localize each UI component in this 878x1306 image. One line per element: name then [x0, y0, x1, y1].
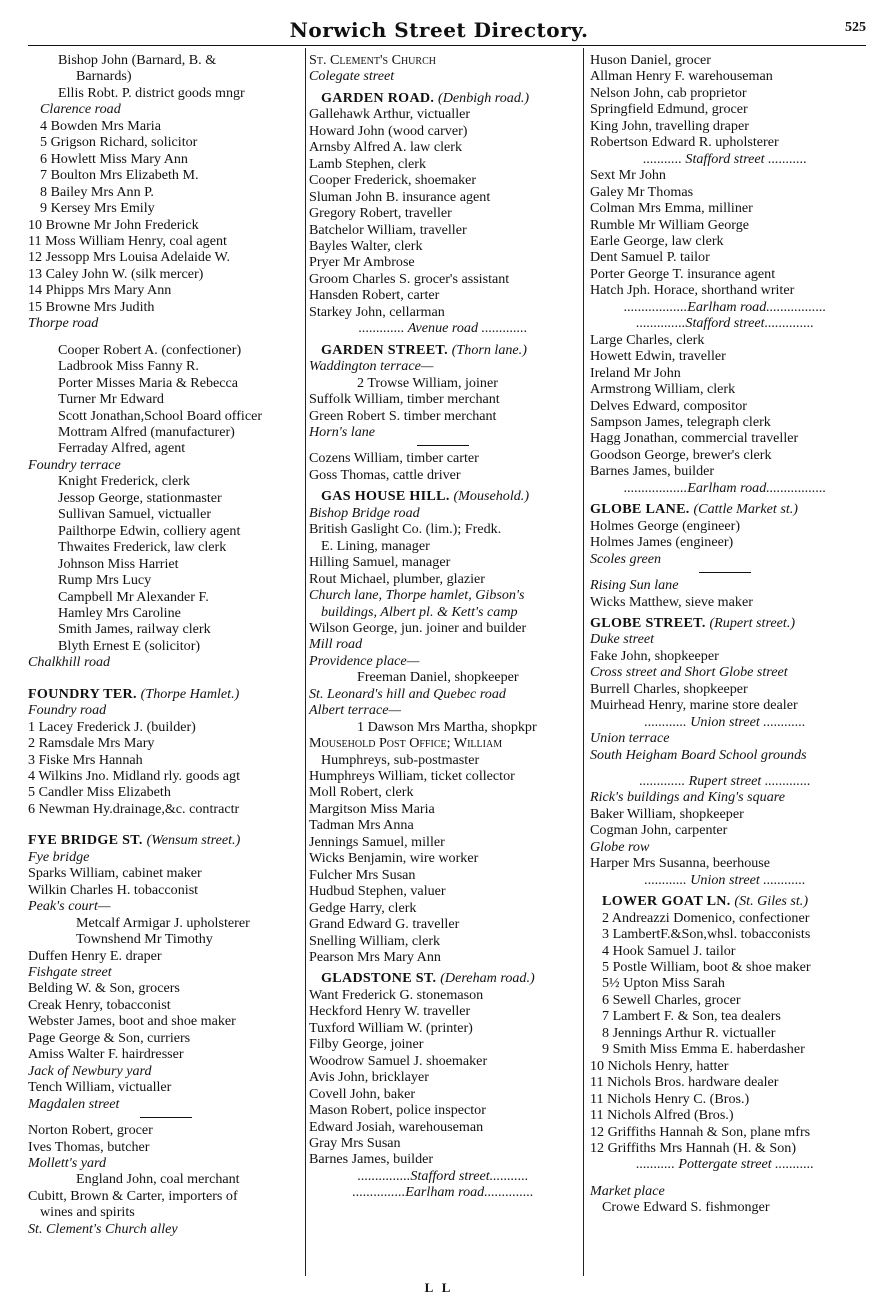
directory-entry: Batchelor William, traveller	[309, 221, 467, 238]
street-label: Church lane, Thorpe hamlet, Gibson's	[309, 587, 525, 604]
directory-entry: 9 Smith Miss Emma E. haberdasher	[602, 1041, 805, 1058]
directory-entry: Barnes James, builder	[590, 463, 715, 480]
directory-entry: Jennings Samuel, miller	[309, 833, 445, 850]
directory-entry: 3 Fiske Mrs Hannah	[28, 751, 143, 768]
street-label: Colegate street	[309, 68, 395, 85]
directory-entry: 14 Phipps Mrs Mary Ann	[28, 282, 172, 299]
street-label: Mollett's yard	[28, 1155, 107, 1171]
directory-entry: Springfield Edmund, grocer	[590, 101, 748, 118]
street-locality: (Dereham road.)	[440, 970, 535, 987]
directory-entry: Dent Samuel P. tailor	[590, 249, 710, 266]
directory-entry: Wilson George, jun. joiner and builder	[309, 619, 527, 636]
directory-entry: Howard John (wood carver)	[309, 122, 468, 139]
column-divider	[583, 48, 584, 1276]
directory-entry: Lamb Stephen, clerk	[309, 155, 427, 172]
directory-entry: Allman Henry F. warehouseman	[590, 68, 773, 85]
directory-entry: 3 LambertF.&Son,whsl. tobacconists	[602, 926, 811, 943]
street-label: Cross street and Short Globe street	[590, 664, 788, 681]
directory-entry: Townshend Mr Timothy	[76, 931, 213, 948]
directory-column-2	[309, 52, 577, 1201]
directory-entry: Smith James, railway clerk	[58, 621, 211, 638]
street-label: Rising Sun lane	[590, 577, 679, 594]
directory-entry: E. Lining, manager	[321, 537, 430, 554]
directory-entry: Turner Mr Edward	[58, 391, 164, 408]
street-label: ...............Earlham road..............	[352, 1184, 534, 1201]
directory-entry: Gregory Robert, traveller	[309, 205, 452, 222]
directory-entry: Suffolk William, timber merchant	[309, 391, 500, 408]
directory-entry: 4 Wilkins Jno. Midland rly. goods agt	[28, 768, 241, 785]
directory-entry: Sext Mr John	[590, 167, 666, 184]
directory-entry: Jessop George, stationmaster	[58, 489, 222, 506]
directory-entry: Pailthorpe Edwin, colliery agent	[58, 522, 241, 539]
directory-entry: Bishop John (Barnard, B. &	[58, 52, 217, 68]
directory-entry: 12 Griffiths Mrs Hannah (H. & Son)	[590, 1140, 797, 1156]
street-locality: (Thorpe Hamlet.)	[140, 685, 240, 702]
street-label: Clarence road	[40, 101, 121, 118]
directory-entry: Belding W. & Son, grocers	[28, 980, 180, 997]
directory-entry: Rout Michael, plumber, glazier	[309, 570, 485, 587]
street-label: Horn's lane	[309, 423, 376, 440]
directory-entry: Blyth Ernest E (solicitor)	[58, 637, 201, 654]
directory-entry: Hamley Mrs Caroline	[58, 604, 181, 621]
directory-entry: Page George & Son, curriers	[28, 1029, 191, 1046]
directory-entry: Gray Mrs Susan	[309, 1135, 401, 1151]
directory-entry: Fake John, shopkeeper	[590, 647, 719, 664]
directory-entry: 7 Lambert F. & Son, tea dealers	[602, 1008, 781, 1025]
street-label: Mill road	[309, 636, 363, 653]
directory-entry: St. Clement's Church	[309, 52, 436, 68]
directory-entry: Wicks Benjamin, wire worker	[309, 850, 479, 867]
directory-entry: 6 Howlett Miss Mary Ann	[40, 150, 188, 167]
directory-entry: Groom Charles S. grocer's assistant	[309, 270, 510, 287]
page-number: 525	[845, 20, 866, 35]
street-name: GARDEN STREET.	[321, 341, 448, 358]
street-label: Magdalen street	[28, 1095, 120, 1112]
street-label: ............ Union street ............	[644, 713, 806, 730]
street-label: ........... Stafford street ...........	[643, 150, 807, 167]
directory-entry: Gallehawk Arthur, victualler	[309, 106, 471, 123]
directory-entry: Earle George, law clerk	[590, 232, 724, 249]
directory-entry: Woodrow Samuel J. shoemaker	[309, 1052, 488, 1069]
directory-entry: Tench William, victualler	[28, 1079, 172, 1096]
directory-entry: 10 Browne Mr John Frederick	[28, 216, 199, 233]
directory-entry: Webster James, boot and shoe maker	[28, 1013, 236, 1030]
street-locality: (Wensum street.)	[146, 832, 241, 849]
street-locality: (Cattle Market st.)	[693, 501, 798, 518]
street-name: GLADSTONE ST.	[321, 970, 437, 987]
directory-entry: Wicks Matthew, sieve maker	[590, 593, 753, 610]
street-label: Market place	[590, 1182, 665, 1199]
directory-entry: Porter Misses Maria & Rebecca	[58, 374, 239, 391]
spacer	[590, 1173, 860, 1183]
column-divider	[305, 48, 306, 1276]
directory-entry: Muirhead Henry, marine store dealer	[590, 697, 798, 714]
directory-entry: 1 Dawson Mrs Martha, shopkpr	[357, 718, 537, 735]
directory-entry: 8 Bailey Mrs Ann P.	[40, 183, 154, 200]
directory-entry: Duffen Henry E. draper	[28, 947, 162, 964]
street-label: Duke street	[590, 631, 655, 648]
directory-entry: 8 Jennings Arthur R. victualler	[602, 1024, 776, 1041]
directory-entry: Delves Edward, compositor	[590, 397, 747, 414]
directory-entry: Barnes James, builder	[309, 1151, 434, 1168]
directory-entry: Heckford Henry W. traveller	[309, 1003, 471, 1020]
section-rule	[140, 1117, 192, 1118]
street-label: ...............Stafford street...........	[357, 1167, 529, 1184]
street-heading	[309, 342, 577, 358]
street-label: Foundry terrace	[28, 456, 121, 473]
street-label: Bishop Bridge road	[309, 504, 420, 521]
directory-entry: 2 Andreazzi Domenico, confectioner	[602, 909, 810, 926]
header-rule	[28, 45, 866, 46]
directory-entry: Robertson Edward R. upholsterer	[590, 134, 779, 151]
street-heading	[309, 970, 577, 986]
street-heading	[28, 686, 303, 702]
directory-entry: Scott Jonathan,School Board officer	[58, 407, 263, 424]
directory-entry: Hagg Jonathan, commercial traveller	[590, 430, 799, 447]
directory-entry: Edward Josiah, warehouseman	[309, 1118, 484, 1135]
street-name: GARDEN ROAD.	[321, 89, 435, 106]
directory-entry: 4 Hook Samuel J. tailor	[602, 942, 736, 959]
street-name: FOUNDRY TER.	[28, 685, 137, 702]
directory-entry: Holmes George (engineer)	[590, 517, 741, 534]
directory-entry: Hudbud Stephen, valuer	[309, 883, 446, 900]
directory-entry: Creak Henry, tobacconist	[28, 996, 171, 1013]
directory-entry: Crowe Edward S. fishmonger	[602, 1199, 770, 1216]
directory-entry: Ives Thomas, butcher	[28, 1138, 150, 1155]
directory-entry: British Gaslight Co. (lim.); Fredk.	[309, 521, 502, 538]
directory-entry: Filby George, joiner	[309, 1036, 424, 1053]
directory-entry: Ferraday Alfred, agent	[58, 440, 186, 457]
directory-entry: Goss Thomas, cattle driver	[309, 466, 461, 483]
street-label: buildings, Albert pl. & Kett's camp	[321, 603, 518, 620]
directory-entry: Ireland Mr John	[590, 364, 681, 381]
directory-entry: 13 Caley John W. (silk mercer)	[28, 265, 204, 282]
directory-entry: Freeman Daniel, shopkeeper	[357, 669, 519, 686]
directory-entry: Snelling William, clerk	[309, 932, 441, 949]
directory-entry: Colman Mrs Emma, milliner	[590, 200, 753, 217]
directory-entry: Wilkin Charles H. tobacconist	[28, 881, 199, 898]
directory-entry: Hansden Robert, carter	[309, 287, 440, 304]
directory-entry: Cooper Frederick, shoemaker	[309, 172, 477, 189]
directory-entry: Barnards)	[76, 68, 132, 85]
directory-entry: Norton Robert, grocer	[28, 1122, 153, 1139]
directory-entry: Margitson Miss Maria	[309, 800, 435, 817]
street-heading	[590, 501, 860, 517]
directory-entry: 15 Browne Mrs Judith	[28, 298, 155, 315]
directory-entry: Large Charles, clerk	[590, 331, 705, 348]
directory-entry: Ladbrook Miss Fanny R.	[58, 358, 199, 375]
directory-entry: Hilling Samuel, manager	[309, 554, 451, 571]
street-locality: (Thorn lane.)	[451, 341, 527, 358]
street-heading	[590, 893, 860, 909]
directory-entry: Holmes James (engineer)	[590, 534, 734, 551]
spacer	[28, 332, 303, 342]
street-label: ..................Earlham road.................	[623, 298, 827, 315]
page-header	[0, 0, 878, 44]
directory-entry: Porter George T. insurance agent	[590, 265, 776, 282]
street-name: GLOBE STREET.	[590, 614, 706, 631]
directory-entry: Humphreys William, ticket collector	[309, 768, 515, 785]
directory-entry: Bayles Walter, clerk	[309, 237, 423, 254]
street-name: GLOBE LANE.	[590, 501, 690, 518]
directory-entry: Rump Mrs Lucy	[58, 572, 152, 589]
street-label: Waddington terrace—	[309, 358, 434, 375]
page-signature: L L	[424, 1280, 454, 1295]
directory-column-1	[28, 52, 303, 1237]
directory-entry: Goodson George, brewer's clerk	[590, 446, 772, 463]
directory-entry: 5 Postle William, boot & shoe maker	[602, 959, 811, 976]
street-label: Providence place—	[309, 652, 420, 669]
street-label: ........... Pottergate street ...........	[636, 1156, 814, 1173]
directory-entry: Howett Edwin, traveller	[590, 348, 726, 365]
directory-entry: Thwaites Frederick, law clerk	[58, 539, 227, 556]
directory-entry: Ellis Robt. P. district goods mngr	[58, 84, 245, 101]
directory-entry: Tuxford William W. (printer)	[309, 1019, 473, 1036]
directory-entry: Fulcher Mrs Susan	[309, 866, 416, 883]
directory-entry: 9 Kersey Mrs Emily	[40, 200, 155, 217]
directory-entry: Sluman John B. insurance agent	[309, 188, 491, 205]
spacer	[590, 763, 860, 773]
directory-entry: 2 Trowse William, joiner	[357, 374, 498, 391]
page-title: Norwich Street Directory.	[289, 18, 589, 42]
directory-entry: wines and spirits	[40, 1204, 135, 1221]
street-label: Scoles green	[590, 550, 662, 567]
directory-entry: Arnsby Alfred A. law clerk	[309, 139, 463, 156]
street-label: Foundry road	[28, 702, 107, 719]
directory-entry: Galey Mr Thomas	[590, 183, 694, 200]
directory-entry: Metcalf Armigar J. upholsterer	[76, 914, 250, 931]
street-label: South Heigham Board School grounds	[590, 746, 807, 763]
directory-entry: Armstrong William, clerk	[590, 381, 736, 398]
directory-entry: Moll Robert, clerk	[309, 784, 414, 801]
directory-entry: 11 Nichols Alfred (Bros.)	[590, 1107, 734, 1124]
directory-entry: Cooper Robert A. (confectioner)	[58, 341, 242, 358]
directory-entry: Huson Daniel, grocer	[590, 52, 711, 68]
directory-entry: 11 Moss William Henry, coal agent	[28, 232, 227, 249]
directory-entry: Gedge Harry, clerk	[309, 899, 417, 916]
street-name: GAS HOUSE HILL.	[321, 488, 450, 505]
directory-entry: Mousehold Post Office; William	[309, 735, 503, 752]
directory-entry: 11 Nichols Henry C. (Bros.)	[590, 1090, 750, 1107]
directory-entry: Knight Frederick, clerk	[58, 473, 190, 490]
street-label: Peak's court—	[28, 898, 111, 915]
street-label: Union terrace	[590, 730, 670, 747]
street-locality: (St. Giles st.)	[734, 893, 809, 910]
street-label: ............. Rupert street .............	[639, 773, 811, 790]
directory-entry: Tadman Mrs Anna	[309, 817, 414, 834]
directory-entry: 11 Nichols Bros. hardware dealer	[590, 1074, 779, 1091]
directory-entry: 5 Candler Miss Elizabeth	[28, 784, 171, 801]
directory-entry: Johnson Miss Harriet	[58, 555, 179, 572]
street-label: Jack of Newbury yard	[28, 1062, 152, 1079]
directory-entry: 12 Jessopp Mrs Louisa Adelaide W.	[28, 249, 230, 266]
directory-entry: Want Frederick G. stonemason	[309, 986, 484, 1003]
directory-entry: 4 Bowden Mrs Maria	[40, 117, 161, 134]
directory-entry: Grand Edward G. traveller	[309, 916, 460, 933]
section-rule	[699, 572, 751, 573]
street-locality: (Mousehold.)	[453, 488, 530, 505]
directory-entry: Pryer Mr Ambrose	[309, 254, 415, 271]
directory-column-3	[590, 52, 860, 1216]
directory-entry: Green Robert S. timber merchant	[309, 407, 497, 424]
directory-entry: Cozens William, timber carter	[309, 450, 479, 467]
street-label: Chalkhill road	[28, 654, 111, 671]
directory-entry: Sparks William, cabinet maker	[28, 865, 202, 882]
street-label: ..................Earlham road.................	[623, 479, 827, 496]
directory-entry: Covell John, baker	[309, 1085, 416, 1102]
spacer	[28, 671, 303, 681]
directory-entry: Hatch Jph. Horace, shorthand writer	[590, 282, 795, 299]
street-heading	[28, 832, 303, 848]
street-label: ............. Avenue road .............	[358, 320, 528, 337]
street-locality: (Rupert street.)	[709, 614, 796, 631]
directory-entry: 5 Grigson Richard, solicitor	[40, 134, 198, 151]
directory-entry: 1 Lacey Frederick J. (builder)	[28, 718, 196, 735]
directory-entry: 10 Nichols Henry, hatter	[590, 1057, 729, 1074]
directory-entry: 7 Boulton Mrs Elizabeth M.	[40, 167, 199, 184]
directory-entry: Baker William, shopkeeper	[590, 805, 744, 822]
directory-entry: Sullivan Samuel, victualler	[58, 506, 212, 523]
street-label: Globe row	[590, 838, 650, 855]
directory-entry: Cubitt, Brown & Carter, importers of	[28, 1187, 238, 1204]
directory-entry: 5½ Upton Miss Sarah	[602, 975, 725, 992]
street-heading	[309, 90, 577, 106]
street-heading	[590, 615, 860, 631]
street-name: LOWER GOAT LN.	[602, 893, 731, 910]
directory-entry: Cogman John, carpenter	[590, 822, 728, 839]
street-heading	[309, 488, 577, 504]
section-rule	[417, 445, 469, 446]
spacer	[28, 817, 303, 827]
directory-entry: Pearson Mrs Mary Ann	[309, 949, 441, 966]
directory-entry: Avis John, bricklayer	[309, 1069, 429, 1086]
directory-entry: Starkey John, cellarman	[309, 303, 445, 320]
street-label: ............ Union street ............	[644, 871, 806, 888]
street-label: St. Leonard's hill and Quebec road	[309, 685, 506, 702]
street-label: Rick's buildings and King's square	[590, 789, 785, 806]
directory-entry: Nelson John, cab proprietor	[590, 84, 747, 101]
street-label: Fishgate street	[28, 964, 112, 981]
street-name: FYE BRIDGE ST.	[28, 832, 143, 849]
directory-entry: 2 Ramsdale Mrs Mary	[28, 735, 155, 752]
directory-entry: 6 Sewell Charles, grocer	[602, 991, 741, 1008]
street-label: ..............Stafford street..............	[636, 315, 814, 332]
directory-entry: Campbell Mr Alexander F.	[58, 588, 209, 605]
directory-entry: King John, travelling draper	[590, 117, 749, 134]
directory-entry: Harper Mrs Susanna, beerhouse	[590, 855, 771, 872]
directory-entry: Rumble Mr William George	[590, 216, 750, 233]
directory-entry: Mottram Alfred (manufacturer)	[58, 423, 235, 440]
street-label: Albert terrace—	[309, 702, 401, 719]
street-label: Fye bridge	[28, 848, 90, 865]
directory-entry: 6 Newman Hy.drainage,&c. contractr	[28, 800, 240, 817]
directory-entry: England John, coal merchant	[76, 1171, 240, 1188]
street-locality: (Denbigh road.)	[438, 89, 530, 106]
directory-entry: Amiss Walter F. hairdresser	[28, 1046, 184, 1063]
street-label: Thorpe road	[28, 315, 99, 332]
directory-entry: Mason Robert, police inspector	[309, 1102, 486, 1119]
directory-entry: Humphreys, sub-postmaster	[321, 751, 480, 768]
directory-entry: 12 Griffiths Hannah & Son, plane mfrs	[590, 1123, 811, 1140]
street-label: St. Clement's Church alley	[28, 1220, 178, 1237]
directory-entry: Burrell Charles, shopkeeper	[590, 680, 748, 697]
directory-entry: Sampson James, telegraph clerk	[590, 413, 771, 430]
